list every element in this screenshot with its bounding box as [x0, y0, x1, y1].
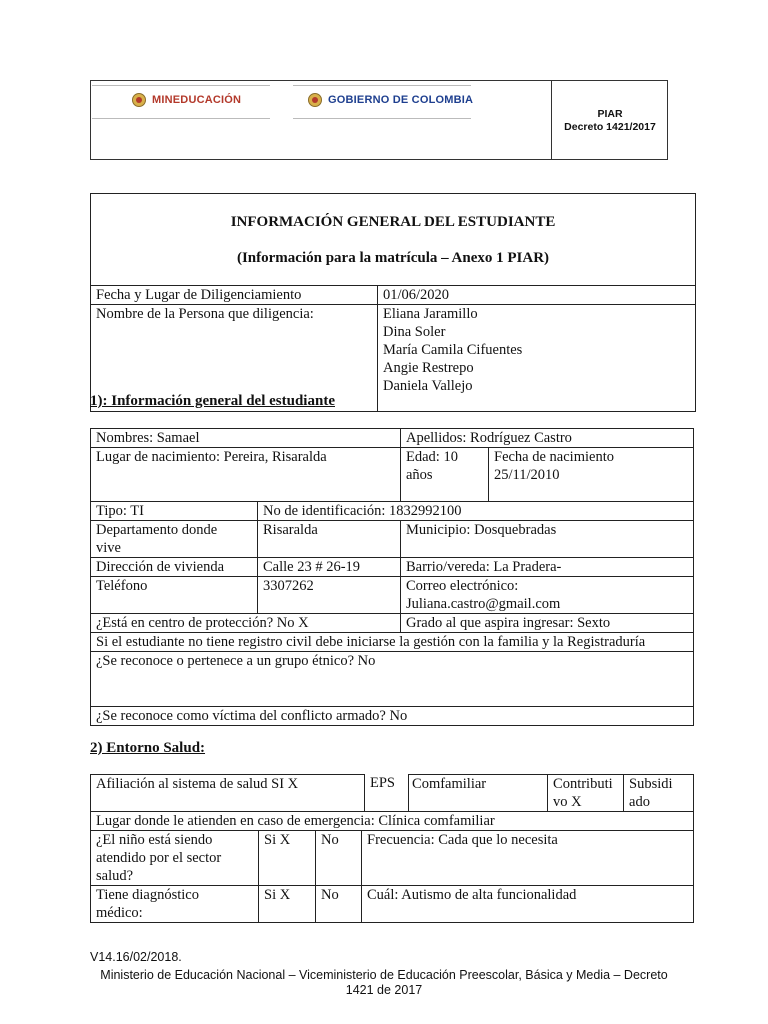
eps-label: EPS [370, 775, 395, 791]
afiliacion-cell: Afiliación al sistema de salud SI X [91, 775, 407, 812]
general-info-title-line1: INFORMACIÓN GENERAL DEL ESTUDIANTE [230, 214, 556, 230]
general-info-table [90, 193, 696, 412]
lugar-nacimiento-cell: Lugar de nacimiento: Pereira, Risaralda [91, 448, 401, 502]
telefono-value: 3307262 [258, 577, 401, 614]
logo-rule-top [92, 85, 270, 86]
frecuencia-cell: Frecuencia: Cada que lo necesita [362, 831, 694, 886]
comfamiliar-cell: Comfamiliar [407, 775, 548, 812]
lugar-emergencia-cell: Lugar donde le atienden en caso de emergencia: Clínica comfamiliar [91, 812, 694, 831]
logo-rule-bottom [92, 118, 270, 119]
contributivo-cell: Contributi vo X [548, 775, 624, 812]
nombres-cell: Nombres: Samael [91, 429, 401, 448]
diagnostico-label: Tiene diagnóstico médico: [91, 886, 259, 923]
colombia-seal-icon [132, 93, 146, 107]
identificacion-cell: No de identificación: 1832992100 [258, 502, 694, 521]
colombia-seal-icon [308, 93, 322, 107]
student-info-table [90, 428, 694, 726]
footer-line2: 1421 de 2017 [345, 983, 423, 997]
cual-cell: Cuál: Autismo de alta funcionalidad [362, 886, 694, 923]
apellidos-cell: Apellidos: Rodríguez Castro [401, 429, 694, 448]
edad-cell: Edad: 10 años [401, 448, 489, 502]
diagnostico-si: Si X [259, 886, 316, 923]
direccion-label: Dirección de vivienda [91, 558, 258, 577]
logo2-rule-bottom [293, 118, 471, 119]
telefono-label: Teléfono [91, 577, 258, 614]
tipo-cell: Tipo: TI [91, 502, 258, 521]
grado-cell: Grado al que aspira ingresar: Sexto [401, 614, 694, 633]
atendido-label: ¿El niño está siendo atendido por el sector salud? [91, 831, 259, 886]
fecha-nacimiento-cell: Fecha de nacimiento 25/11/2010 [489, 448, 694, 502]
fecha-label: Fecha y Lugar de Diligenciamiento [91, 286, 378, 305]
correo-cell: Correo electrónico: Juliana.castro@gmail.com [401, 577, 694, 614]
general-info-title [91, 194, 696, 286]
departamento-label: Departamento donde vive [91, 521, 258, 558]
section1-heading: 1): Información general del estudiante [90, 393, 335, 409]
gobierno-logo [308, 93, 473, 107]
persona-label: Nombre de la Persona que diligencia: [91, 305, 378, 412]
piar-title: PIAR [597, 108, 623, 120]
proteccion-cell: ¿Está en centro de protección? No X [91, 614, 401, 633]
mineducacion-logo-text: MINEDUCACIÓN [152, 94, 242, 106]
mineducacion-logo [132, 93, 241, 107]
gobierno-logo-text: GOBIERNO DE COLOMBIA [328, 94, 474, 106]
section2-heading: 2) Entorno Salud: [90, 740, 206, 756]
footer-line1: Ministerio de Educación Nacional – Viceministerio de Educación Preescolar, Básica y Media – Decreto [100, 968, 668, 982]
logo2-rule-top [293, 85, 471, 86]
municipio-cell: Municipio: Dosquebradas [401, 521, 694, 558]
footer-version: V14.16/02/2018. [90, 950, 182, 964]
atendido-no: No [316, 831, 362, 886]
footer-ministry [60, 968, 708, 998]
atendido-si: Si X [259, 831, 316, 886]
subsidiado-cell: Subsidi ado [624, 775, 694, 812]
piar-label [552, 108, 668, 134]
barrio-cell: Barrio/vereda: La Pradera- [401, 558, 694, 577]
general-info-title-line2: (Información para la matrícula – Anexo 1 PIAR) [236, 250, 550, 266]
departamento-value: Risaralda [258, 521, 401, 558]
registro-civil-cell: Si el estudiante no tiene registro civil debe iniciarse la gestión con la familia y la Registraduría [91, 633, 694, 652]
diagnostico-no: No [316, 886, 362, 923]
eps-label-cell [364, 774, 409, 811]
piar-decree: Decreto 1421/2017 [564, 121, 656, 133]
etnico-cell: ¿Se reconoce o pertenece a un grupo étnico? No [91, 652, 694, 707]
persona-value: Eliana Jaramillo Dina Soler María Camila Cifuentes Angie Restrepo Daniela Vallejo [378, 305, 696, 412]
direccion-value: Calle 23 # 26-19 [258, 558, 401, 577]
victima-cell: ¿Se reconoce como víctima del conflicto armado? No [91, 707, 694, 726]
fecha-value: 01/06/2020 [378, 286, 696, 305]
